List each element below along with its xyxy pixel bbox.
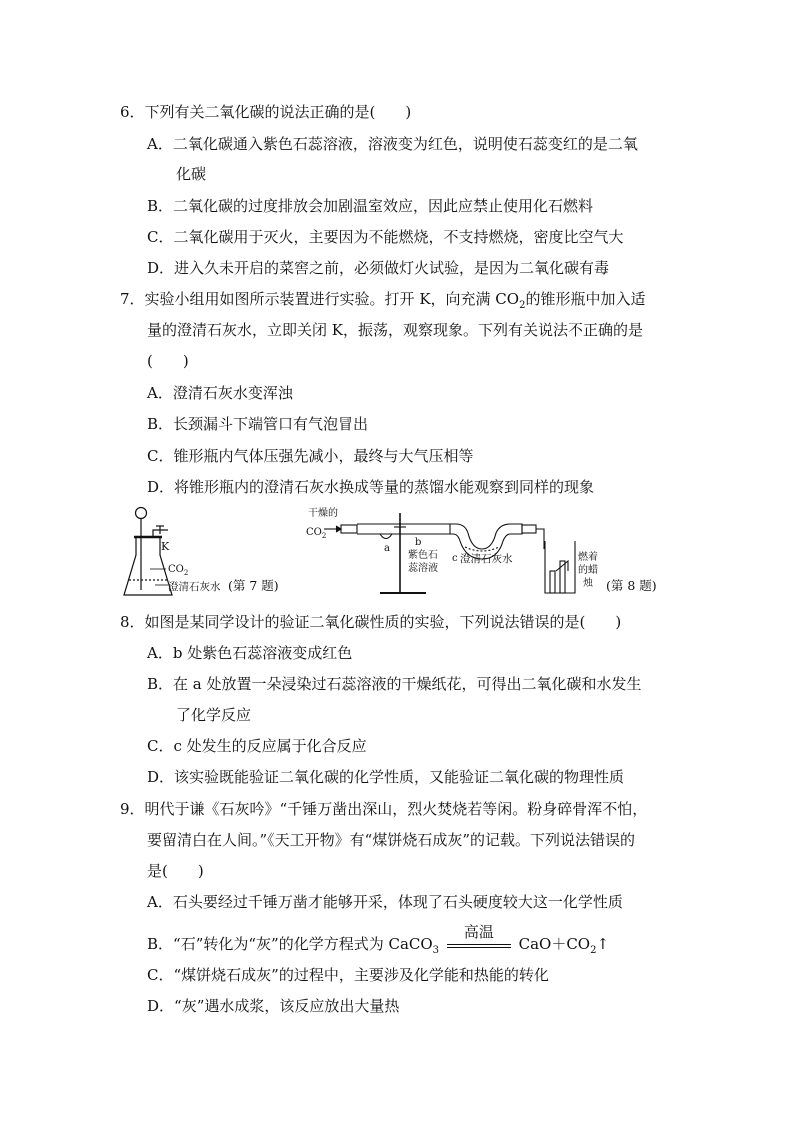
q9-option-b	[147, 923, 610, 956]
q9-option-b-prefix: B．“石”转化为“灰”的化学方程式为 CaCO$_3$	[147, 935, 440, 956]
q7-stem-line2: 量的澄清石灰水，立即关闭 K，振荡，观察现象。下列有关说法不正确的是	[147, 321, 643, 339]
fig8-label-litmus2: 蕊溶液	[408, 563, 438, 574]
q9-stem-line3: 是( )	[147, 862, 204, 880]
q6-option-d: D．进入久未开启的菜窖之前，必须做灯火试验，是因为二氧化碳有毒	[147, 259, 610, 277]
main-tube	[357, 524, 450, 534]
fig8-label-candle2: 的蜡	[578, 565, 598, 576]
q9-option-c: C．“煤饼烧石成灰”的过程中，主要涉及化学能和热能的转化	[147, 966, 549, 984]
q6-option-c: C．二氧化碳用于灭火，主要因为不能燃烧，不支持燃烧，密度比空气大	[147, 228, 624, 246]
fig7-label-limewater: 澄清石灰水	[168, 581, 221, 593]
q8-stem: 8．如图是某同学设计的验证二氧化碳性质的实验，下列说法错误的是( )	[120, 613, 622, 631]
q6-option-b: B．二氧化碳的过度排放会加剧温室效应，因此应禁止使用化石燃料	[147, 197, 594, 215]
figure-q7	[120, 505, 305, 605]
q7-option-a: A．澄清石灰水变浑浊	[147, 384, 293, 402]
fig8-label-dry: 干燥的	[308, 508, 338, 519]
q8-option-c: C．c 处发生的反应属于化合反应	[147, 737, 367, 755]
q9-option-d: D．“灰”遇水成浆，该反应放出大量热	[147, 997, 400, 1015]
q7-stem-part1: 7．实验小组用如图所示装置进行实验。打开 K，向充满 CO	[120, 290, 520, 308]
fig8-label-candle3: 烛	[583, 578, 593, 589]
q7-option-d: D．将锥形瓶内的澄清石灰水换成等量的蒸馏水能观察到同样的现象	[147, 478, 595, 496]
q9-stem-line2: 要留清白在人间。”《天工开物》有“煤饼烧石成灰”的记载。下列说法错误的	[147, 831, 636, 849]
q9-option-a: A．石头要经过千锤万凿才能够开采，体现了石头硬度较大这一化学性质	[147, 893, 623, 911]
condition-high-temp: 高温	[463, 923, 494, 941]
inlet-stopper	[341, 525, 357, 533]
q6-option-a-cont: 化碳	[176, 165, 207, 183]
q6-stem: 6．下列有关二氧化碳的说法正确的是( )	[120, 103, 412, 121]
q8-option-b-cont: 了化学反应	[176, 706, 252, 724]
q8-option-a: A．b 处紫色石蕊溶液变成红色	[147, 644, 353, 662]
q7-stem-sub: 2	[519, 300, 526, 311]
fig8-label-b: b	[415, 537, 422, 548]
fig7-caption: (第 7 题)	[228, 578, 279, 593]
fig8-label-a: a	[384, 543, 390, 554]
q9-option-b-products: $CaO+CO_2↑$	[518, 935, 610, 956]
q7-option-c: C．锥形瓶内气体压强先减小，最终与大气压相等	[147, 447, 474, 465]
fig8-label-co2: $CO_2$	[306, 527, 327, 540]
q7-stem-part2: 的锥形瓶中加入适	[525, 290, 646, 308]
q6-option-a: A．二氧化碳通入紫色石蕊溶液，溶液变为红色，说明使石蕊变红的是二氧	[147, 135, 638, 153]
bulb-a	[380, 534, 392, 539]
q8-option-d: D．该实验既能验证二氧化碳的化学性质，又能验证二氧化碳的物理性质	[147, 768, 625, 786]
q9-stem-line1: 9．明代于谦《石灰吟》“千锤万凿出深山，烈火焚烧若等闲。粉身碎骨浑不怕，	[120, 800, 648, 818]
reaction-condition	[447, 924, 511, 954]
q7-stem-line1	[120, 289, 645, 309]
figure-q8	[300, 505, 680, 605]
fig8-label-c: c	[452, 553, 458, 564]
funnel-bulb	[136, 508, 147, 519]
q8-option-b: B．在 a 处放置一朵浸染过石蕊溶液的干燥纸花，可得出二氧化碳和水发生	[147, 675, 642, 693]
fig7-label-co2: $CO_2$	[168, 564, 189, 577]
fig8-caption: (第 8 题)	[606, 578, 657, 593]
fig7-label-k: K	[161, 540, 170, 553]
q7-stem-line3: ( )	[147, 352, 189, 370]
q7-option-b: B．长颈漏斗下端管口有气泡冒出	[147, 415, 369, 433]
fig8-label-candle1: 燃着	[578, 552, 598, 563]
fig8-label-litmus1: 紫色石	[408, 550, 438, 561]
fig8-label-limewater: 澄清石灰水	[460, 553, 513, 565]
gas-arrow: ↑	[596, 935, 610, 953]
